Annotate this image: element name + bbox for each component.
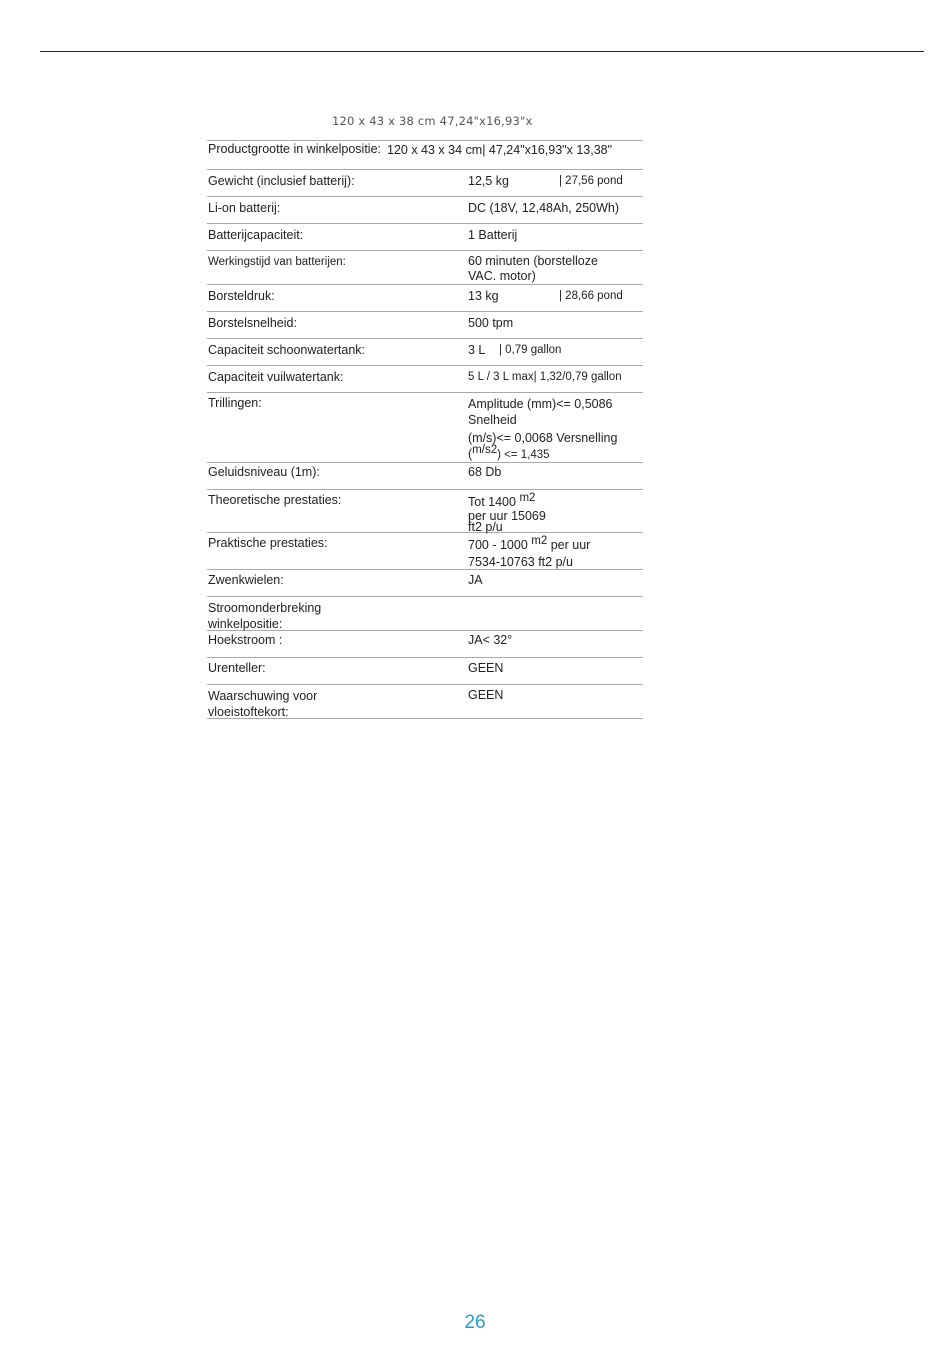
spec-label: Batterijcapaciteit: [208,228,304,242]
spec-value: 1 Batterij [468,228,518,242]
brush-pressure-kg: 13 kg [468,289,499,303]
practical-per-hour: per uur [547,538,591,552]
practical-line-1 [468,537,646,554]
theoretical-area: Tot 1400 [468,495,520,509]
liquid-warning-line-1: Waarschuwing voor [208,689,318,703]
spec-row-battery-capacity [207,224,643,251]
practical-area: 700 - 1000 [468,538,532,552]
spec-value: JA< 32° [468,633,513,647]
theoretical-line-2: per uur 15069 [468,509,546,523]
spec-row-hour-meter [207,658,643,685]
vibrations-paren: ( [468,447,473,461]
spec-row-brush-pressure [207,285,643,312]
vibrations-line-1: Amplitude (mm)<= 0,5086 [468,397,613,411]
spec-value [468,254,646,284]
spec-value [468,343,646,358]
spec-row-clean-tank [207,339,643,366]
spec-label: Borstelsnelheid: [208,316,297,330]
spec-value [468,492,646,534]
spec-row-vibrations [207,393,643,463]
spec-value: GEEN [468,688,504,702]
spec-value: 5 L / 3 L max| 1,32/0,79 gallon [468,371,622,383]
spec-row-corner-current [207,631,643,658]
spec-label: Praktische prestaties: [208,536,328,550]
spec-value: JA [468,573,483,587]
vibrations-line-3: (m/s)<= 0,0068 Versnelling [468,431,618,445]
spec-label: Urenteller: [208,661,266,675]
brush-pressure-pond: | 28,66 pond [559,290,623,302]
spec-row-liquid-warning [207,685,643,719]
spec-label: Gewicht (inclusief batterij): [208,174,355,188]
spec-row-dirty-tank [207,366,643,393]
spec-row-swivel-wheels [207,570,643,597]
spec-label: Hoekstroom : [208,633,283,647]
theoretical-line-3: ft2 p/u [468,520,503,534]
page-number: 26 [464,1312,486,1333]
theoretical-unit-sup: m2 [519,492,536,504]
spec-label [208,600,408,632]
spec-row-brush-speed [207,312,643,339]
vibrations-line-4 [468,446,646,463]
spec-label: Theoretische prestaties: [208,493,342,507]
spec-value: 500 tpm [468,316,514,330]
spec-label: Trillingen: [208,396,262,410]
spec-label: Zwenkwielen: [208,573,284,587]
spec-label: Borsteldruk: [208,289,275,303]
liquid-warning-line-2: vloeistoftekort: [208,705,289,719]
spec-value: DC (18V, 12,48Ah, 250Wh) [468,201,620,215]
spec-value [468,537,646,570]
spec-row-product-size [207,141,643,170]
spec-value: GEEN [468,661,504,675]
spec-label: Li-on batterij: [208,201,281,215]
spec-row-runtime [207,251,643,285]
runtime-line-2: VAC. motor) [468,269,536,283]
vibrations-unit-sup: m/s2 [472,444,498,456]
practical-unit-sup: m2 [531,535,548,547]
vibrations-line-2: Snelheid [468,413,517,427]
vibrations-accel-value: ) <= 1,435 [497,449,550,461]
weight-kg: 12,5 kg [468,174,510,188]
spec-label [208,688,408,720]
spec-row-noise [207,463,643,490]
spec-label: Productgrootte in winkelpositie: [208,142,382,156]
spec-label: Werkingstijd van batterijen: [208,256,346,268]
spec-value [468,174,646,189]
spec-label: Capaciteit schoonwatertank: [208,343,366,357]
spec-label: Capaciteit vuilwatertank: [208,370,344,384]
power-interrupt-line-1: Stroomonderbreking [208,601,322,615]
spec-label: Geluidsniveau (1m): [208,465,320,479]
spec-table [207,140,643,719]
dimension-caption: 120 x 43 x 38 cm 47,24"x16,93"x [332,114,533,128]
spec-value: 68 Db [468,465,502,479]
spec-row-weight [207,170,643,197]
spec-row-theoretical [207,490,643,533]
spec-row-power-interrupt [207,597,643,631]
clean-tank-gallon: | 0,79 gallon [499,344,562,356]
spec-value [468,289,646,304]
clean-tank-liters: 3 L [468,343,486,357]
spec-row-battery [207,197,643,224]
weight-pond: | 27,56 pond [559,175,623,187]
header-rule [40,51,924,52]
spec-value: 120 x 43 x 34 cm| 47,24"x16,93"x 13,38" [387,143,613,157]
spec-value [468,396,646,463]
spec-row-practical [207,533,643,570]
power-interrupt-line-2: winkelpositie: [208,617,283,631]
practical-line-2: 7534-10763 ft2 p/u [468,555,573,569]
runtime-line-1: 60 minuten (borstelloze [468,254,598,268]
